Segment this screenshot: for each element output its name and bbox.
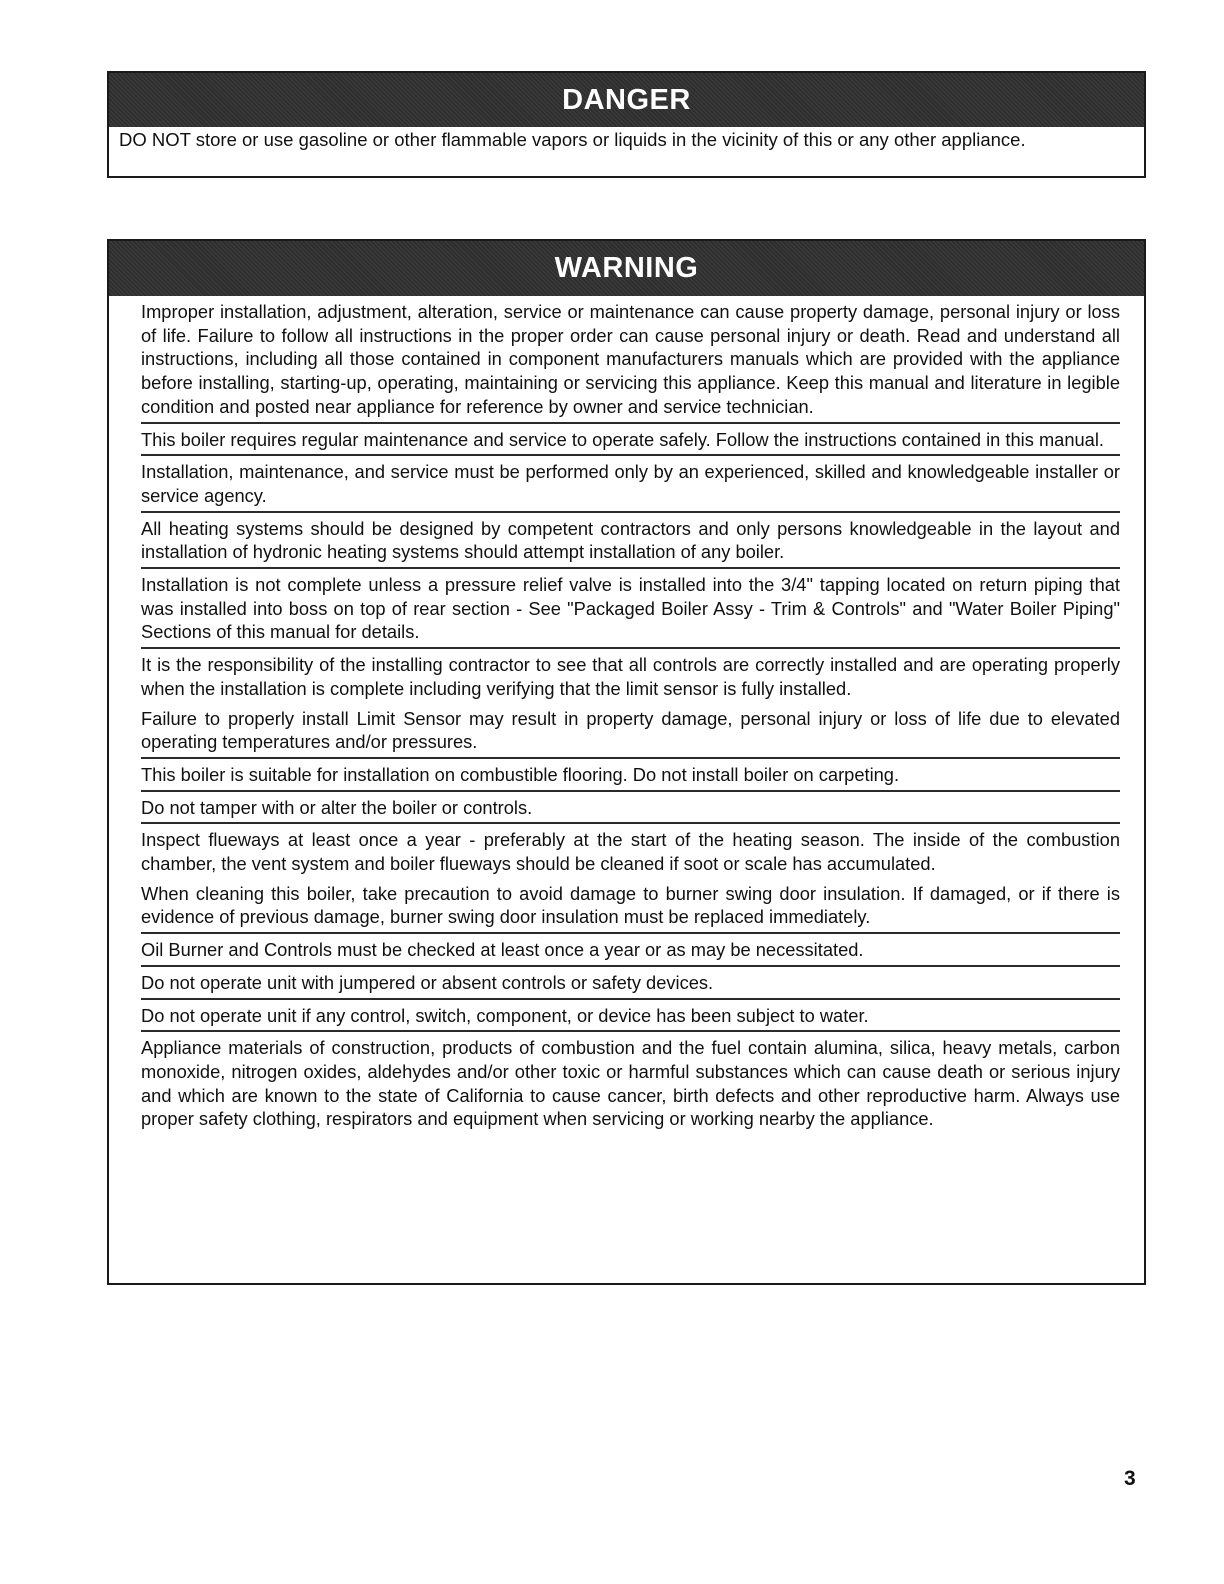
warning-item (141, 456, 1120, 512)
warning-paragraph: Do not tamper with or alter the boiler or controls. (141, 796, 533, 818)
warning-paragraph: It is the responsibility of the installing contractor to see that all controls are correctly installed and are operating properly when the installation is complete including verifying that the limit sensor is fully installed. (141, 654, 1120, 699)
warning-paragraph: This boiler is suitable for installation on combustible flooring. Do not install boiler on carpeting. (141, 763, 900, 785)
warning-paragraph: Oil Burner and Controls must be checked at least once a year or as may be necessitated. (141, 939, 864, 961)
danger-text: DO NOT store or use gasoline or other flammable vapors or liquids in the vicinity of this or any other appliance. (119, 129, 1026, 150)
warning-item (141, 759, 1120, 792)
warning-paragraph: Installation is not complete unless a pressure relief valve is installed into the 3/4" tapping located on return piping that was installed into boss on top of rear section - See "Packaged Boiler Assy - Trim & Controls" and "Water Boiler Piping" Sections of this manual for details. (141, 574, 1120, 643)
warning-paragraph: When cleaning this boiler, take precaution to avoid damage to burner swing door insulation. If damaged, or if there is evidence of previous damage, burner swing door insulation must be replaced immediately. (141, 882, 1120, 928)
warning-item (141, 513, 1120, 569)
warning-paragraph: Appliance materials of construction, products of combustion and the fuel contain alumina, silica, heavy metals, carbon monoxide, nitrogen oxides, aldehydes and/or other toxic or harmful substances which can cause death or serious injury and which are known to the state of California to cause cancer, birth defects and other reproductive harm. Always use proper safety clothing, respirators and equipment when servicing or working nearby the appliance. (141, 1037, 1120, 1130)
warning-item (141, 424, 1120, 457)
warning-item (141, 296, 1120, 424)
danger-notice (107, 71, 1146, 178)
warning-item (141, 967, 1120, 1000)
danger-banner: DANGER (109, 73, 1144, 127)
warning-item (141, 569, 1120, 649)
warning-paragraph: Failure to properly install Limit Sensor may result in property damage, personal injury or loss of life due to elevated operating temperatures and/or pressures. (141, 707, 1120, 753)
warning-item (141, 934, 1120, 967)
warning-paragraph: All heating systems should be designed by competent contractors and only persons knowledgeable in the layout and installation of hydronic heating systems should attempt installation of any boiler. (141, 517, 1120, 563)
warning-paragraph: This boiler requires regular maintenance and service to operate safely. Follow the instructions contained in this manual. (141, 428, 1104, 450)
warning-item (141, 649, 1120, 759)
warning-item (141, 824, 1120, 934)
warning-notice (107, 239, 1146, 1285)
warning-item (141, 1032, 1120, 1134)
warning-paragraph: Inspect flueways at least once a year - preferably at the start of the heating season. The inside of the combustion chamber, the vent system and boiler flueways should be cleaned if soot or scale has accumulated. (141, 829, 1120, 875)
warning-banner: WARNING (109, 241, 1144, 296)
warning-item (141, 1000, 1120, 1033)
warning-item (141, 792, 1120, 825)
warning-paragraph: Do not operate unit if any control, switch, component, or device has been subject to water. (141, 1004, 869, 1026)
warning-list (141, 296, 1120, 1134)
warning-paragraph: Improper installation, adjustment, alteration, service or maintenance can cause property damage, personal injury or loss of life. Failure to follow all instructions in the proper order can cause personal injury or death. Read and understand all instructions, including all those contained in component manufacturers manuals which are provided with the appliance before installing, starting-up, operating, maintaining or servicing this appliance. Keep this manual and literature in legible condition and posted near appliance for reference by owner and service technician. (141, 301, 1120, 417)
warning-paragraph: Do not operate unit with jumpered or absent controls or safety devices. (141, 971, 714, 993)
warning-paragraph: Installation, maintenance, and service must be performed only by an experienced, skilled and knowledgeable installer or service agency. (141, 461, 1120, 506)
page-number: 3 (1124, 1467, 1136, 1490)
